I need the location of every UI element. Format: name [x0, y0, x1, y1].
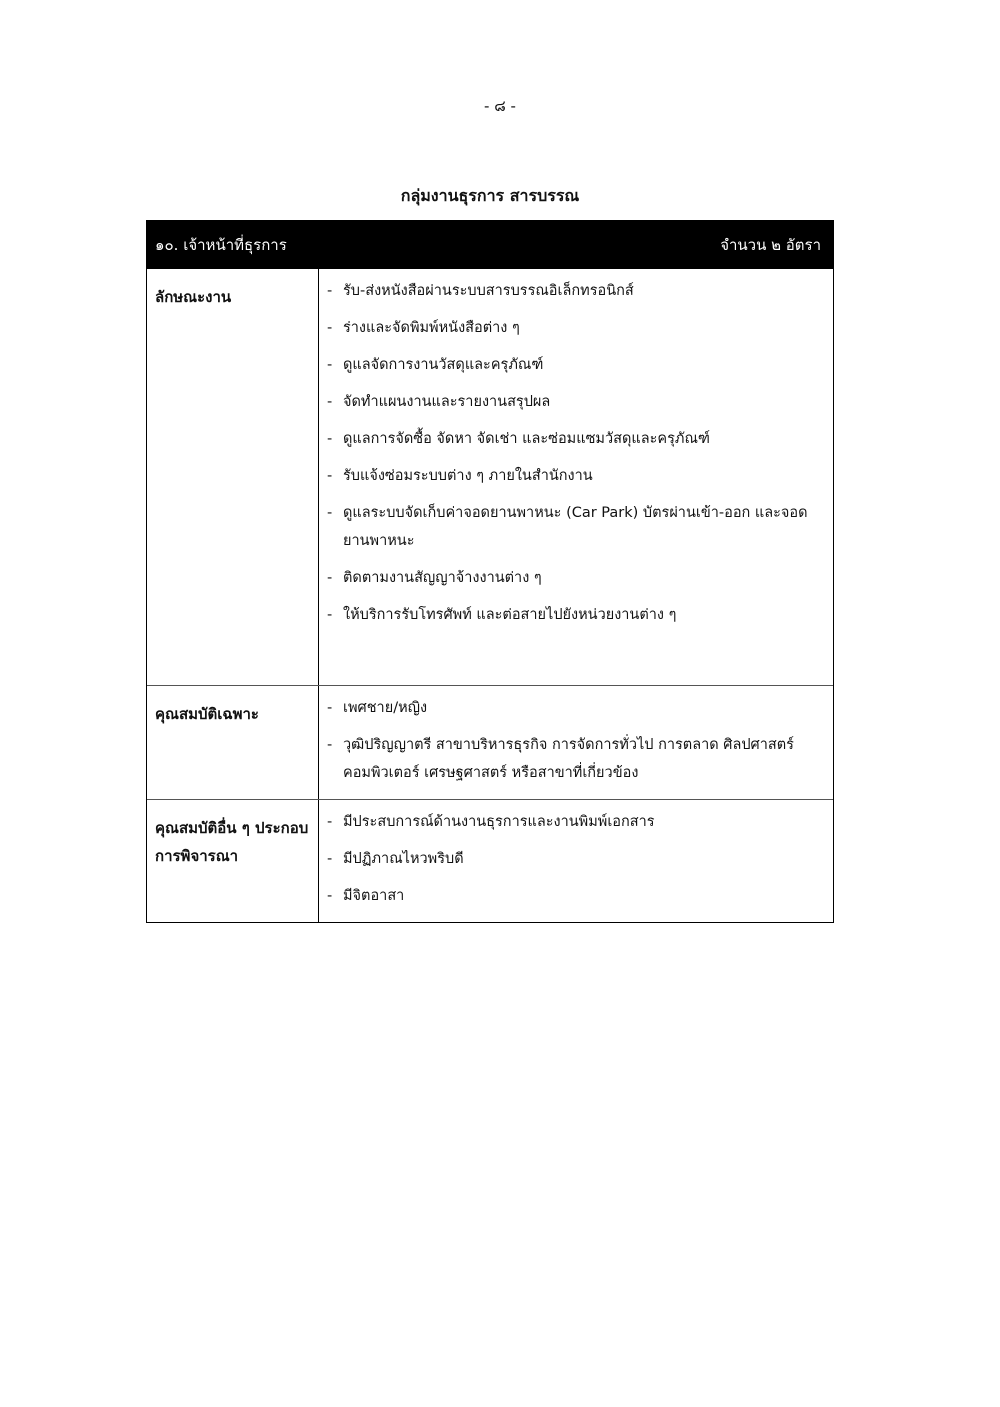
row-other-qualifications: [147, 799, 833, 922]
list-item: - เพศชาย/หญิง: [327, 700, 428, 716]
other-qualification-list: [319, 800, 833, 922]
list-item: - จัดทำแผนงานและรายงานสรุปผล: [327, 394, 551, 410]
list-item: - รับ-ส่งหนังสือผ่านระบบสารบรรณอิเล็กทรอนิกส์: [327, 283, 634, 299]
list-item: - ร่างและจัดพิมพ์หนังสือต่าง ๆ: [327, 320, 520, 336]
page-number: - ๘ -: [484, 97, 516, 115]
list-item: - ให้บริการรับโทรศัพท์ และต่อสายไปยังหน่วยงานต่าง ๆ: [327, 607, 677, 623]
duty-list: [319, 269, 833, 685]
list-item: - ดูแลการจัดซื้อ จัดหา จัดเช่า และซ่อมแซมวัสดุและครุภัณฑ์: [327, 431, 710, 447]
list-item: - ดูแลระบบจัดเก็บค่าจอดยานพาหนะ (Car Park) บัตรผ่านเข้า-ออก และจอดยานพาหนะ: [327, 505, 808, 549]
row-label: คุณสมบัติอื่น ๆ ประกอบการพิจารณา: [147, 800, 319, 922]
list-item: - ดูแลจัดการงานวัสดุและครุภัณฑ์: [327, 357, 544, 373]
list-item: - รับแจ้งซ่อมระบบต่าง ๆ ภายในสำนักงาน: [327, 468, 593, 484]
list-item: - มีประสบการณ์ด้านงานธุรการและงานพิมพ์เอกสาร: [327, 814, 655, 830]
list-item: - วุฒิปริญญาตรี สาขาบริหารธุรกิจ การจัดการทั่วไป การตลาด ศิลปศาสตร์ คอมพิวเตอร์ เศรษฐศาสตร์ หรือสาขาที่เกี่ยวข้อง: [327, 737, 794, 781]
job-description-table: [146, 220, 834, 923]
job-header: [147, 221, 833, 269]
job-position-count: จำนวน ๒ อัตรา: [720, 236, 821, 254]
section-title: กลุ่มงานธุรการ สารบรรณ: [400, 186, 580, 205]
list-item: - ติดตามงานสัญญาจ้างงานต่าง ๆ: [327, 570, 542, 586]
list-item: - มีปฏิภาณไหวพริบดี: [327, 851, 464, 867]
row-label: ลักษณะงาน: [147, 269, 319, 685]
qualification-list: [319, 686, 833, 799]
row-job-duties: [147, 269, 833, 685]
row-label: คุณสมบัติเฉพาะ: [147, 686, 319, 799]
row-specific-qualifications: [147, 685, 833, 799]
list-item: - มีจิตอาสา: [327, 888, 405, 904]
job-title: ๑๐. เจ้าหน้าที่ธุรการ: [155, 236, 287, 254]
